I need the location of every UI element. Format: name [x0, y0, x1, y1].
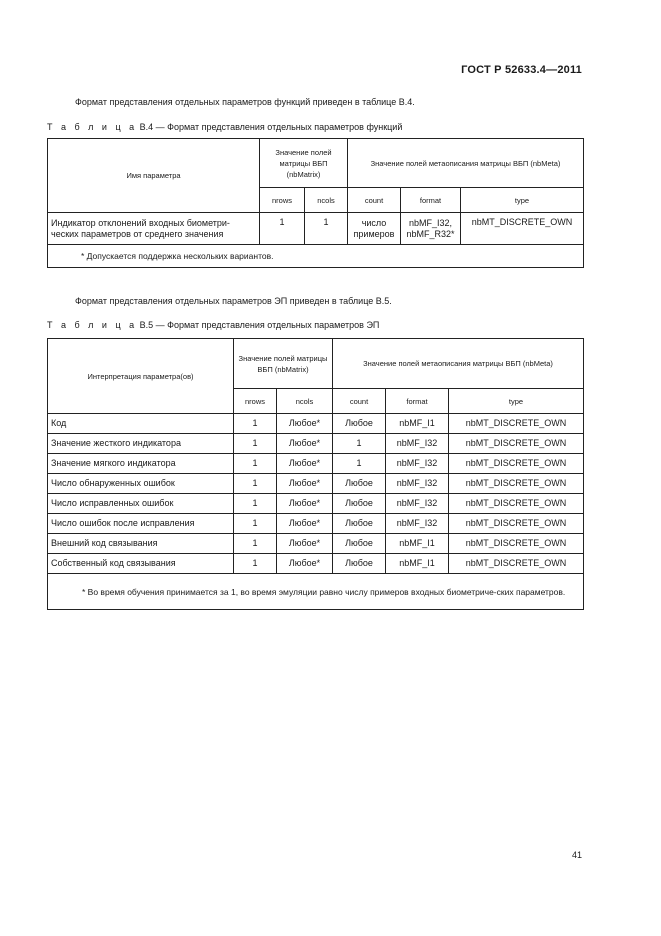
cell-name: Собственный код связывания: [48, 554, 234, 574]
cell-ncols: Любое*: [277, 434, 333, 454]
cell-count: число примеров: [348, 213, 401, 245]
cell-count: Любое: [333, 414, 386, 434]
cell-name: Внешний код связывания: [48, 534, 234, 554]
cell-count: Любое: [333, 554, 386, 574]
cell-ncols: Любое*: [277, 494, 333, 514]
header-format: format: [386, 389, 449, 414]
table-row: [48, 474, 584, 494]
caption-text: В.4 — Формат представления отдельных параметров функций: [139, 122, 403, 132]
cell-ncols: Любое*: [277, 414, 333, 434]
paragraph-table-b4-intro: Формат представления отдельных параметров функций приведен в таблице В.4.: [75, 97, 415, 107]
caption-table-b4: [47, 122, 402, 132]
header-matrix-fields: Значение полей матрицы ВБП (nbMatrix): [234, 339, 333, 389]
header-meta-fields: Значение полей метаописания матрицы ВБП (nbMeta): [333, 339, 584, 389]
cell-name: Число ошибок после исправления: [48, 514, 234, 534]
document-code: ГОСТ Р 52633.4—2011: [461, 64, 582, 76]
cell-count: Любое: [333, 494, 386, 514]
cell-type: nbMT_DISCRETE_OWN: [449, 434, 584, 454]
header-ncols: ncols: [277, 389, 333, 414]
cell-name: Число исправленных ошибок: [48, 494, 234, 514]
cell-format: nbMF_I32: [386, 514, 449, 534]
cell-type: nbMT_DISCRETE_OWN: [461, 213, 584, 245]
cell-ncols: Любое*: [277, 514, 333, 534]
cell-ncols: Любое*: [277, 554, 333, 574]
cell-nrows: 1: [260, 213, 305, 245]
cell-name: Индикатор отклонений входных биометри-ческих параметров от среднего значения: [48, 213, 260, 245]
table-row: [48, 534, 584, 554]
header-matrix-fields: Значение полей матрицы ВБП (nbMatrix): [260, 139, 348, 188]
caption-table-b5: [47, 320, 379, 330]
cell-ncols: 1: [305, 213, 348, 245]
table-b5: [47, 338, 584, 610]
table-note: * Допускается поддержка нескольких вариантов.: [48, 245, 584, 268]
cell-format: nbMF_I1: [386, 534, 449, 554]
header-parameter-name: Имя параметра: [48, 139, 260, 213]
cell-ncols: Любое*: [277, 474, 333, 494]
cell-nrows: 1: [234, 434, 277, 454]
table-row: [48, 494, 584, 514]
cell-format: nbMF_I32: [386, 494, 449, 514]
cell-count: Любое: [333, 474, 386, 494]
cell-type: nbMT_DISCRETE_OWN: [449, 494, 584, 514]
header-type: type: [461, 188, 584, 213]
cell-ncols: Любое*: [277, 534, 333, 554]
cell-format: nbMF_I32: [386, 474, 449, 494]
cell-count: 1: [333, 454, 386, 474]
header-ncols: ncols: [305, 188, 348, 213]
header-parameter-interpretation: Интерпретация параметра(ов): [48, 339, 234, 414]
table-note: * Во время обучения принимается за 1, во время эмуляции равно числу примеров входных биометриче-ских параметров.: [48, 574, 584, 610]
cell-nrows: 1: [234, 514, 277, 534]
cell-count: Любое: [333, 534, 386, 554]
cell-type: nbMT_DISCRETE_OWN: [449, 534, 584, 554]
header-count: count: [348, 188, 401, 213]
cell-nrows: 1: [234, 474, 277, 494]
cell-format: nbMF_I32: [386, 434, 449, 454]
paragraph-table-b5-intro: Формат представления отдельных параметров ЭП приведен в таблице В.5.: [75, 296, 392, 306]
cell-type: nbMT_DISCRETE_OWN: [449, 554, 584, 574]
cell-nrows: 1: [234, 414, 277, 434]
cell-nrows: 1: [234, 554, 277, 574]
caption-prefix: Т а б л и ц а: [47, 320, 138, 330]
cell-nrows: 1: [234, 454, 277, 474]
table-row: [48, 434, 584, 454]
cell-type: nbMT_DISCRETE_OWN: [449, 414, 584, 434]
page-number: 41: [571, 850, 582, 860]
cell-format: nbMF_I32: [386, 454, 449, 474]
cell-count: Любое: [333, 514, 386, 534]
header-type: type: [449, 389, 584, 414]
table-row: [48, 414, 584, 434]
cell-nrows: 1: [234, 494, 277, 514]
cell-format: [401, 213, 461, 245]
header-meta-fields: Значение полей метаописания матрицы ВБП (nbMeta): [348, 139, 584, 188]
table-row: [48, 514, 584, 534]
cell-count: 1: [333, 434, 386, 454]
header-nrows: nrows: [260, 188, 305, 213]
table-b4: [47, 138, 584, 268]
cell-nrows: 1: [234, 534, 277, 554]
cell-type: nbMT_DISCRETE_OWN: [449, 454, 584, 474]
cell-name: Значение мягкого индикатора: [48, 454, 234, 474]
format-line-2: nbMF_R32*: [406, 228, 455, 239]
table-row: [48, 554, 584, 574]
cell-ncols: Любое*: [277, 454, 333, 474]
cell-name: Число обнаруженных ошибок: [48, 474, 234, 494]
cell-format: nbMF_I1: [386, 554, 449, 574]
caption-prefix: Т а б л и ц а: [47, 122, 138, 132]
cell-name: Код: [48, 414, 234, 434]
cell-name: Значение жесткого индикатора: [48, 434, 234, 454]
header-count: count: [333, 389, 386, 414]
cell-type: nbMT_DISCRETE_OWN: [449, 474, 584, 494]
table-row: [48, 454, 584, 474]
cell-format: nbMF_I1: [386, 414, 449, 434]
table-row: [48, 213, 584, 245]
format-line-1: nbMF_I32,: [408, 217, 453, 228]
header-format: format: [401, 188, 461, 213]
cell-type: nbMT_DISCRETE_OWN: [449, 514, 584, 534]
header-nrows: nrows: [234, 389, 277, 414]
caption-text: В.5 — Формат представления отдельных параметров ЭП: [139, 320, 380, 330]
